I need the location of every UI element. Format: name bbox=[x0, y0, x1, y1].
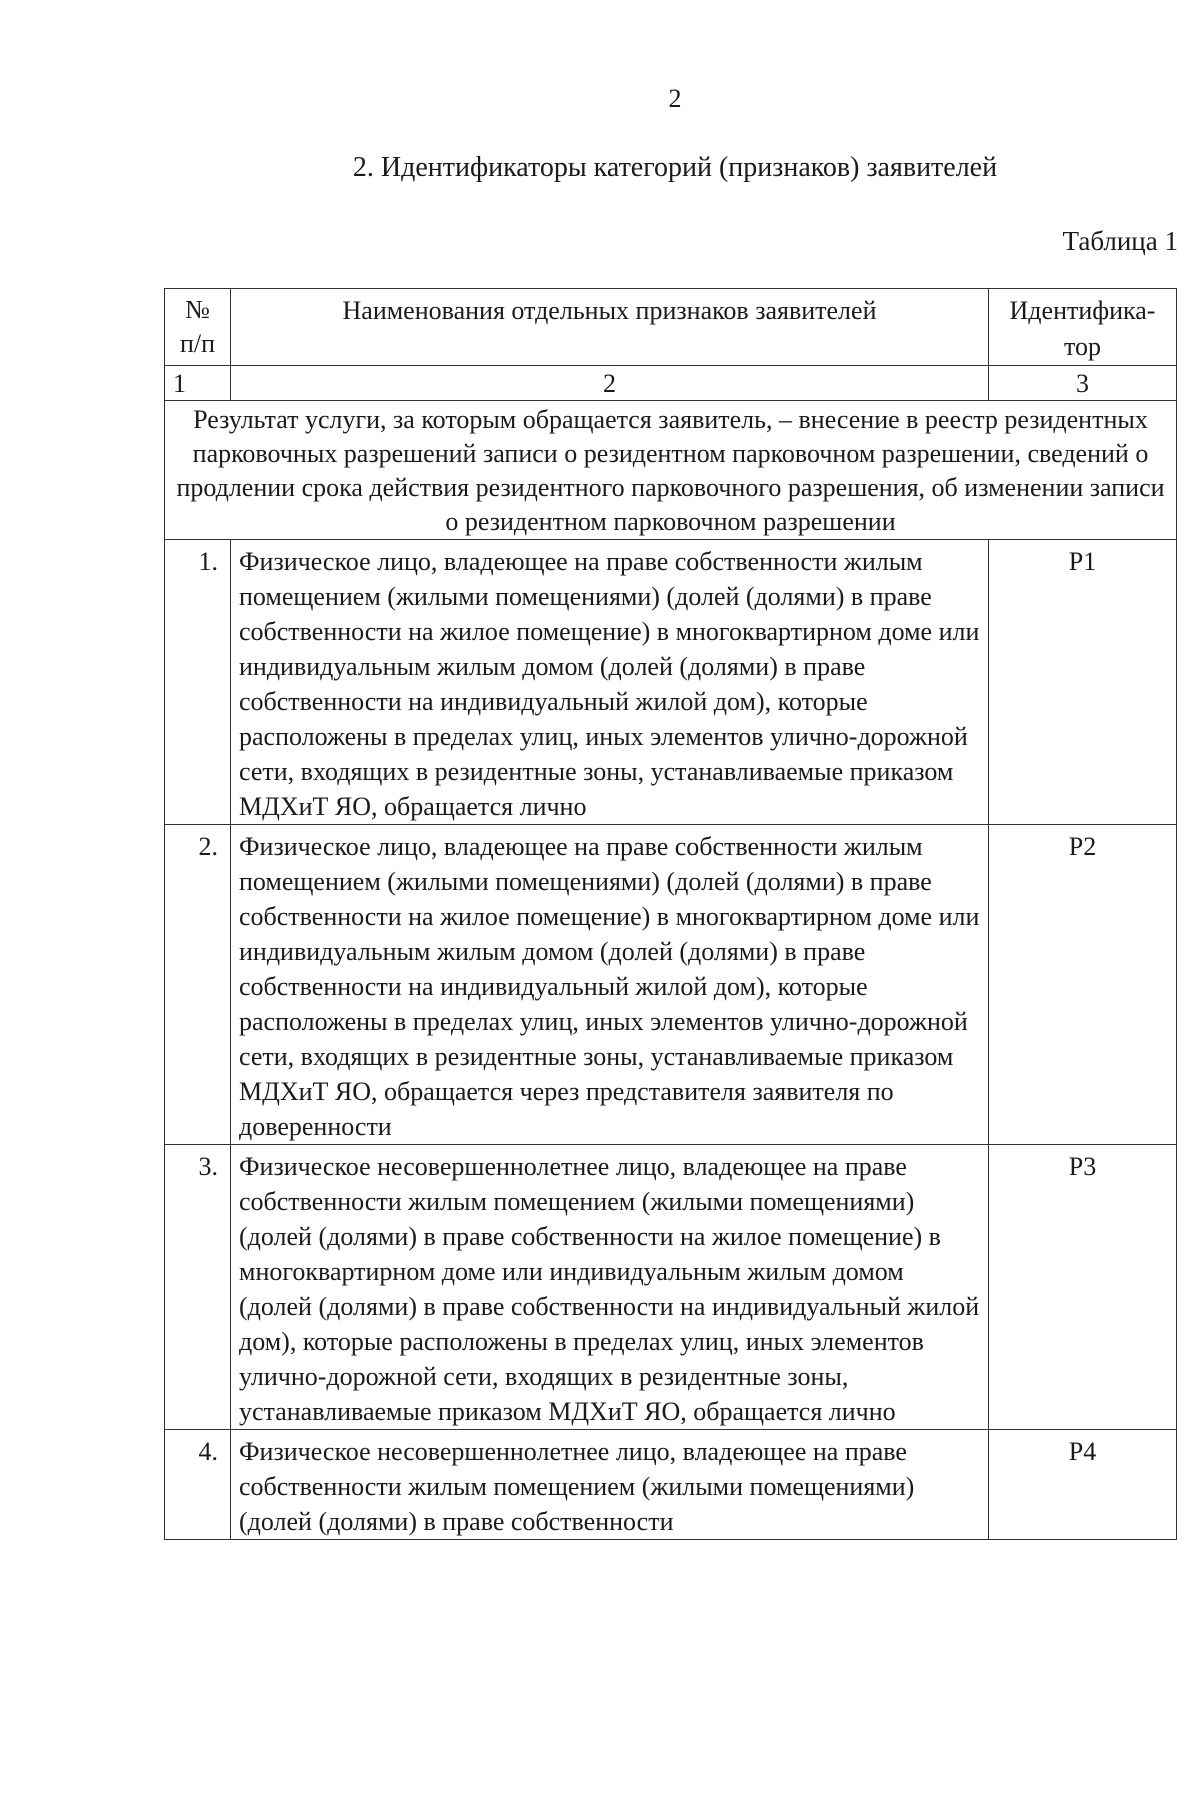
row-description: Физическое лицо, владеющее на праве собственности жилым помещением (жилыми помещениями) (долей (долями) в праве собственности на жилое помещение) в многоквартирном доме или индивидуальным жилым домом (долей (долями) в праве собственности на индивидуальный жилой дом), которые расположены в пределах улиц, иных элементов улично-дорожной сети, входящих в резидентные зоны, устанавливаемые приказом МДХиТ ЯО, обращается через представителя заявителя по доверенности bbox=[231, 825, 989, 1145]
column-index: 3 bbox=[989, 366, 1177, 401]
row-identifier: Р2 bbox=[989, 825, 1177, 1145]
row-identifier: Р3 bbox=[989, 1145, 1177, 1430]
row-number: 3. bbox=[165, 1145, 231, 1430]
row-identifier: Р4 bbox=[989, 1430, 1177, 1540]
row-description: Физическое несовершеннолетнее лицо, владеющее на праве собственности жилым помещением (жилыми помещениями) (долей (долями) в праве собственности bbox=[231, 1430, 989, 1540]
column-index: 2 bbox=[231, 366, 989, 401]
service-result-text: Результат услуги, за которым обращается заявитель, – внесение в реестр резидентных парковочных разрешений записи о резидентном парковочном разрешении, сведений о продлении срока действия резидентного парковочного разрешения, об изменении записи о резидентном парковочном разрешении bbox=[165, 401, 1177, 540]
header-number: № п/п bbox=[165, 289, 231, 366]
header-name: Наименования отдельных признаков заявителей bbox=[231, 289, 989, 366]
table-row bbox=[165, 540, 1177, 825]
table-row bbox=[165, 825, 1177, 1145]
page-number: 2 bbox=[668, 84, 682, 113]
table-caption: Таблица 1 bbox=[1062, 226, 1178, 256]
section-title: 2. Идентификаторы категорий (признаков) заявителей bbox=[352, 152, 998, 183]
row-number: 4. bbox=[165, 1430, 231, 1540]
row-number: 1. bbox=[165, 540, 231, 825]
row-identifier: Р1 bbox=[989, 540, 1177, 825]
header-identifier: Идентифика-тор bbox=[989, 289, 1177, 366]
table-row bbox=[165, 1430, 1177, 1540]
table-header-row bbox=[165, 289, 1177, 366]
table-row bbox=[165, 1145, 1177, 1430]
row-description: Физическое несовершеннолетнее лицо, владеющее на праве собственности жилым помещением (жилыми помещениями) (долей (долями) в праве собственности на жилое помещение) в многоквартирном доме или индивидуальным жилым домом (долей (долями) в праве собственности на индивидуальный жилой дом), которые расположены в пределах улиц, иных элементов улично-дорожной сети, входящих в резидентные зоны, устанавливаемые приказом МДХиТ ЯО, обращается лично bbox=[231, 1145, 989, 1430]
row-number: 2. bbox=[165, 825, 231, 1145]
row-description: Физическое лицо, владеющее на праве собственности жилым помещением (жилыми помещениями) (долей (долями) в праве собственности на жилое помещение) в многоквартирном доме или индивидуальным жилым домом (долей (долями) в праве собственности на индивидуальный жилой дом), которые расположены в пределах улиц, иных элементов улично-дорожной сети, входящих в резидентные зоны, устанавливаемые приказом МДХиТ ЯО, обращается лично bbox=[231, 540, 989, 825]
column-index-row bbox=[165, 366, 1177, 401]
column-index: 1 bbox=[165, 366, 231, 401]
applicant-categories-table bbox=[164, 288, 1177, 1540]
service-result-row bbox=[165, 401, 1177, 540]
